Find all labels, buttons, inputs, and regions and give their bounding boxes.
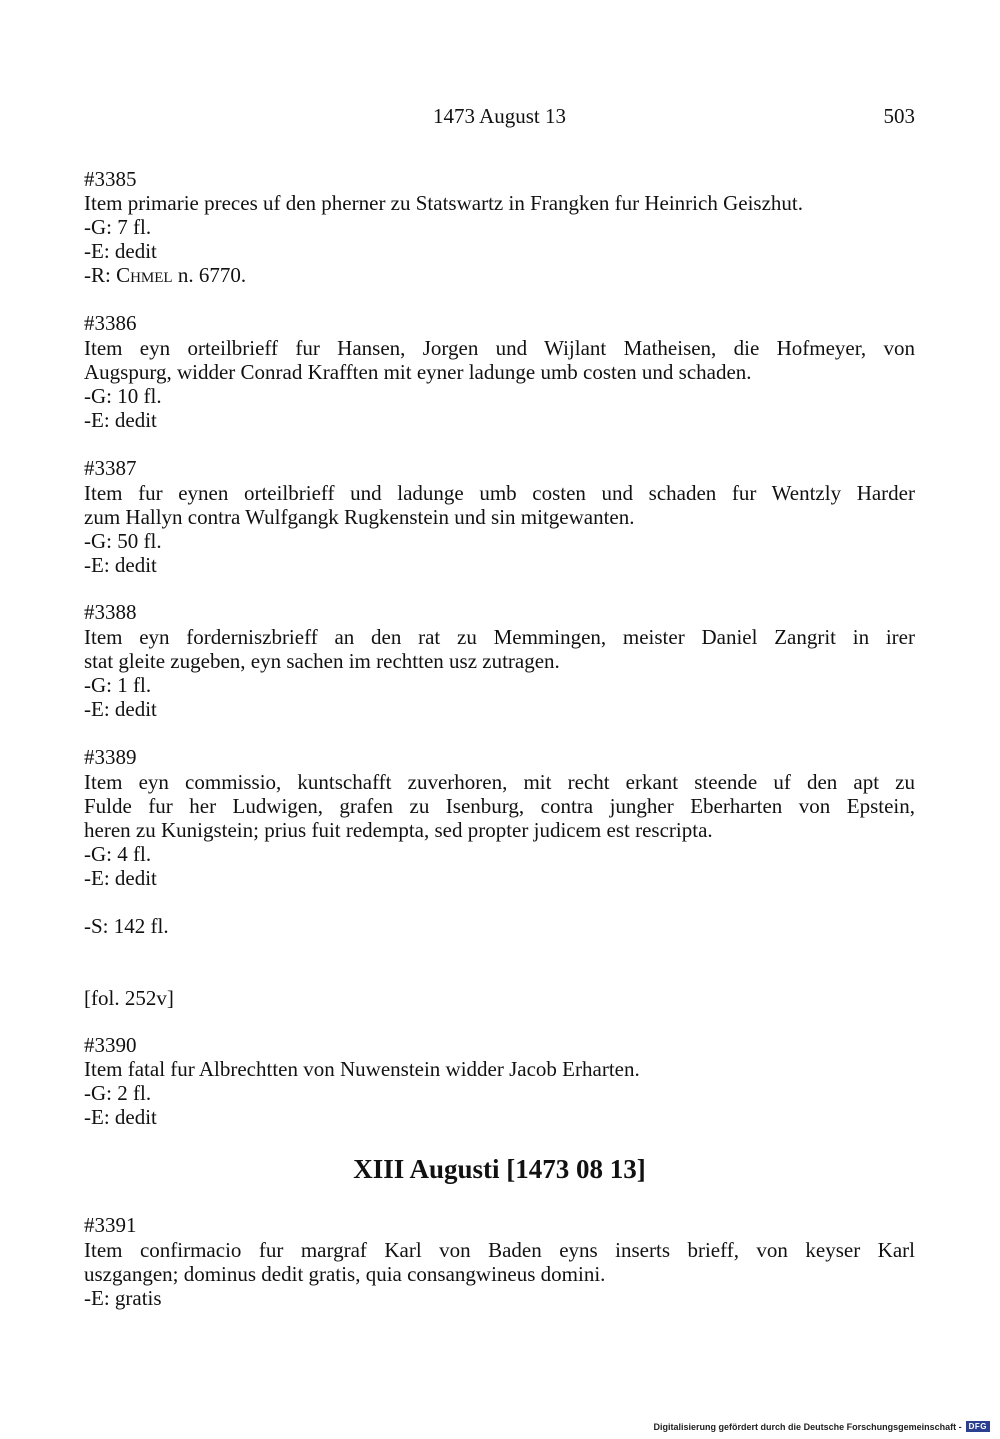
entry-text: uszgangen; dominus dedit gratis, quia consangwineus domini. bbox=[84, 1262, 606, 1286]
entry-gebuehr: -G: 7 fl. bbox=[84, 215, 152, 239]
entry-einnahme: -E: dedit bbox=[84, 866, 157, 890]
entry-text: Item eyn forderniszbrieff an den rat zu Memmingen, meister Daniel Zangrit in irer bbox=[84, 625, 915, 649]
entry-id: #3385 bbox=[84, 167, 137, 191]
entry-text: Item fur eynen orteilbrieff und ladunge umb costen und schaden fur Wentzly Harder bbox=[84, 481, 915, 505]
entry-text: Item primarie preces uf den pherner zu Statswartz in Frangken fur Heinrich Geiszhut. bbox=[84, 191, 803, 215]
entry-einnahme: -E: dedit bbox=[84, 408, 157, 432]
sum-total: -S: 142 fl. bbox=[84, 914, 169, 938]
digitization-footer bbox=[654, 1421, 990, 1432]
entry-text: Item eyn orteilbrieff fur Hansen, Jorgen und Wijlant Matheisen, die Hofmeyer, von bbox=[84, 336, 915, 360]
entry-gebuehr: -G: 2 fl. bbox=[84, 1081, 152, 1105]
reference-number: n. 6770. bbox=[172, 263, 247, 287]
entry-gebuehr: -G: 10 fl. bbox=[84, 384, 162, 408]
section-heading: XIII Augusti [1473 08 13] bbox=[353, 1154, 646, 1184]
entry-text: Item fatal fur Albrechtten von Nuwenstein widder Jacob Erharten. bbox=[84, 1057, 640, 1081]
entry-id: #3386 bbox=[84, 311, 137, 335]
entry-einnahme: -E: dedit bbox=[84, 553, 157, 577]
folio-marker: [fol. 252v] bbox=[84, 986, 174, 1010]
entry-id: #3391 bbox=[84, 1213, 137, 1237]
reference-author: Chmel bbox=[116, 263, 173, 287]
entry-gebuehr: -G: 1 fl. bbox=[84, 673, 152, 697]
running-title: 1473 August 13 bbox=[432, 104, 566, 128]
entry-einnahme: -E: dedit bbox=[84, 697, 157, 721]
entry-text: Item confirmacio fur margraf Karl von Baden eyns inserts brieff, von keyser Karl bbox=[84, 1238, 915, 1262]
entry-text: heren zu Kunigstein; prius fuit redempta, sed propter judicem est rescripta. bbox=[84, 818, 713, 842]
entry-einnahme: -E: dedit bbox=[84, 239, 157, 263]
entry-einnahme: -E: gratis bbox=[84, 1286, 162, 1310]
entry-id: #3389 bbox=[84, 745, 137, 769]
entry-gebuehr: -G: 50 fl. bbox=[84, 529, 162, 553]
entry-text: stat gleite zugeben, eyn sachen im rechtten usz zutragen. bbox=[84, 649, 560, 673]
dfg-logo: DFG bbox=[966, 1421, 990, 1432]
entry-text: Fulde fur her Ludwigen, grafen zu Isenburg, contra jungher Eberharten von Epstein, bbox=[84, 794, 915, 818]
entry-text: Item eyn commissio, kuntschafft zuverhoren, mit recht erkant steende uf den apt zu bbox=[84, 770, 915, 794]
entry-id: #3388 bbox=[84, 600, 137, 624]
reference-prefix: -R: bbox=[84, 263, 117, 287]
page-number: 503 bbox=[883, 104, 915, 128]
page-header bbox=[84, 104, 915, 134]
entry-text: zum Hallyn contra Wulfgangk Rugkenstein und sin mitgewanten. bbox=[84, 505, 635, 529]
entry-reference bbox=[84, 263, 915, 287]
entry-gebuehr: -G: 4 fl. bbox=[84, 842, 152, 866]
entry-id: #3387 bbox=[84, 456, 137, 480]
footer-text: Digitalisierung gefördert durch die Deutsche Forschungsgemeinschaft - bbox=[653, 1421, 962, 1432]
entry-einnahme: -E: dedit bbox=[84, 1105, 157, 1129]
entry-text: Augspurg, widder Conrad Krafften mit eyner ladunge umb costen und schaden. bbox=[84, 360, 752, 384]
entry-id: #3390 bbox=[84, 1033, 137, 1057]
